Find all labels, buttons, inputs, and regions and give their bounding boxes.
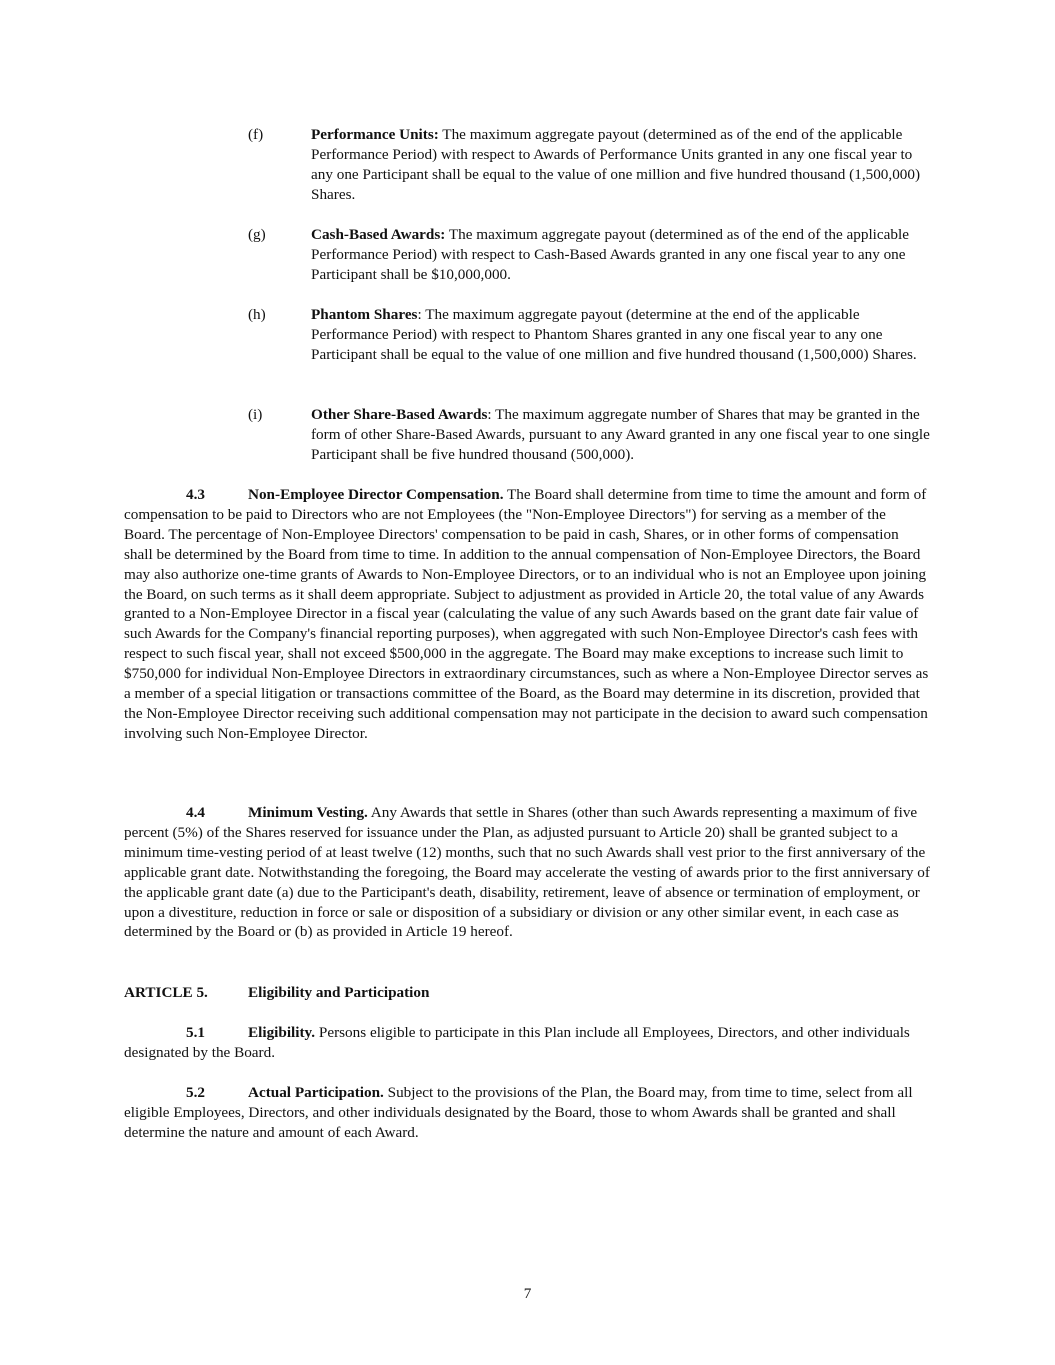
subsection-text: : The maximum aggregate number of Shares that may be granted in the form of other Share-Based Awards, pursuant to any Award granted in any one fiscal year to one single Participant shall be five hundred thousand (500,000). [311,406,930,463]
subsection-title: Performance Units: [311,126,439,143]
subsection-text: The maximum aggregate payout (determined as of the end of the applicable Performance Period) with respect to Awards of Performance Units granted in any one fiscal year to any one Participant shall be equal to the value of one million and five hundred thousand (1,500,000) Shares. [311,126,921,203]
article-heading [124,983,930,1003]
page-number: 7 [523,1285,532,1302]
subsection-letter: (i) [248,406,263,423]
section-4-4 [124,803,930,942]
section-text: Subject to the provisions of the Plan, the Board may, from time to time, select from all eligible Employees, Directors, and other individuals designated by the Board, those to whom Awards shall be granted and shall determine the nature and amount of each Award. [124,1084,913,1141]
subsection-text: The maximum aggregate payout (determined as of the end of the applicable Performance Period) with respect to Cash-Based Awards granted in any one fiscal year to any one Participant shall be $10,000,000. [311,226,909,283]
subsection-body [311,225,931,285]
section-number: 5.2 [186,1084,205,1101]
section-4-3 [124,485,930,744]
section-title: Non-Employee Director Compensation. [248,486,504,503]
subsection-letter: (h) [248,306,266,323]
subsection-title: Other Share-Based Awards [311,406,488,423]
subsection-title: Cash-Based Awards: [311,226,446,243]
section-number: 4.4 [186,804,205,821]
section-5-1 [124,1023,930,1063]
article-label: ARTICLE 5. [124,984,208,1001]
section-text: The Board shall determine from time to time the amount and form of compensation to be paid to Directors who are not Employees (the "Non-Employee Directors") for serving as a member of the Board. The percentage of Non-Employee Directors' compensation to be paid in cash, Shares, or in other forms of compensation shall be determined by the Board from time to time. In addition to the annual compensation of Non-Employee Directors, the Board may also authorize one-time grants of Awards to Non-Employee Directors, or to an individual who is not an Employee upon joining the Board, on such terms as it shall deem appropriate. Subject to adjustment as provided in Article 20, the total value of any Awards granted to a Non-Employee Director in a fiscal year (calculating the value of any such Awards based on the grant date fair value of such Awards for the Company's financial reporting purposes), when aggregated with such Non-Employee Director's cash fees with respect to such fiscal year, shall not exceed $500,000 in the aggregate. The Board may make exceptions to increase such limit to $750,000 for individual Non-Employee Directors in extraordinary circumstances, such as where a Non-Employee Director serves as a member of a special litigation or transactions committee of the Board, as the Board may determine in its discretion, provided that the Non-Employee Director receiving such additional compensation may not participate in the decision to award such compensation involving such Non-Employee Director. [124,486,929,742]
subsection-body [311,305,931,365]
section-title: Actual Participation. [248,1084,384,1101]
section-text: Persons eligible to participate in this Plan include all Employees, Directors, and other individuals designated by the Board. [124,1024,910,1061]
subsection-letter: (g) [248,226,266,243]
section-number: 4.3 [186,486,205,503]
subsection-title: Phantom Shares [311,306,418,323]
subsection-letter: (f) [248,126,264,143]
section-number: 5.1 [186,1024,205,1041]
section-title: Minimum Vesting. [248,804,368,821]
article-title: Eligibility and Participation [248,984,430,1001]
subsection-body [311,125,931,205]
section-5-2 [124,1083,930,1143]
section-text: Any Awards that settle in Shares (other than such Awards representing a maximum of five percent (5%) of the Shares reserved for issuance under the Plan, as adjusted pursuant to Article 20) shall be granted subject to a minimum time-vesting period of at least twelve (12) months, such that no such Awards shall vest prior to the first anniversary of the applicable grant date. Notwithstanding the foregoing, the Board may accelerate the vesting of awards prior to the first anniversary of the applicable grant date (a) due to the Participant's death, disability, retirement, leave of absence or termination of employment, or upon a divestiture, reduction in force or sale or disposition of a subsidiary or division or any other similar event, in each case as determined by the Board or (b) as provided in Article 19 hereof. [124,804,930,941]
subsection-text: : The maximum aggregate payout (determine at the end of the applicable Performance Period) with respect to Phantom Shares granted in any one fiscal year to any one Participant shall be equal to the value of one million and five hundred thousand (1,500,000) Shares. [311,306,917,363]
subsection-body [311,405,931,465]
section-title: Eligibility. [248,1024,316,1041]
